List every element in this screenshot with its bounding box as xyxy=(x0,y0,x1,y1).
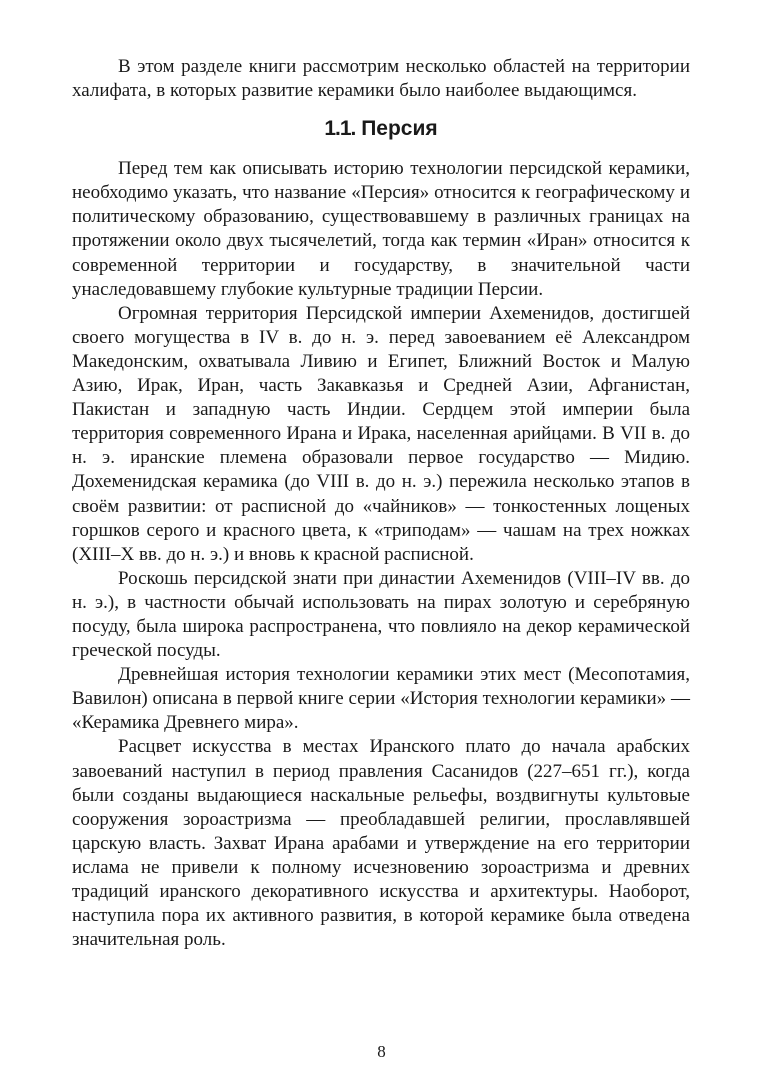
section-number: 1.1. xyxy=(324,117,356,141)
paragraph-achaemenid-empire: Огромная территория Персидской империи Ахеменидов, достигшей своего могущества в IV в. до н. э. перед завоеванием её Александром Македонским, охватывала Ливию и Египет, Ближний Восток и Малую Азию, Ирак, Иран, часть Закавказья и Средней Азии, Афганистан, Пакистан и западную часть Индии. Сердцем этой империи была территория современного Ирана и Ирака, населенная арийцами. В VII в. до н. э. иранские племена образовали первое государство — Мидию. Дохеменидская керамика (до VIII в. до н. э.) пережила несколько этапов в своём развитии: от расписной до «чайников» — тонкостенных лощеных горшков серого и красного цвета, к «триподам» — чашам на трех ножках (XIII–X вв. до н. э.) и вновь к красной расписной. xyxy=(72,302,690,565)
paragraph-persia-definition: Перед тем как описывать историю технологии персидской керамики, необходимо указать, что название «Персия» относится к географическому и политическому образованию, существовавшему в различных границах на протяжении около двух тысячелетий, тогда как термин «Иран» относится к современной территории и государству, в значительной части унаследовавшему глубокие культурные традиции Персии. xyxy=(72,158,690,300)
paragraph-sassanid-flourishing: Расцвет искусства в местах Иранского плато до начала арабских завоеваний наступил в период правления Сасанидов (227–651 гг.), когда были созданы выдающиеся наскальные рельефы, воздвигнуты культовые сооружения зороастризма — преобладавшей религии, прославлявшей царскую власть. Захват Ирана арабами и утверждение на его территории ислама не привели к полному исчезновению зороастризма и древних традиций иранского декоративного искусства и архитектуры. Наоборот, наступила пора их активного развития, в которой керамике была отведена значительная роль. xyxy=(72,736,690,951)
page-number: 8 xyxy=(377,1042,386,1061)
paragraph-ancient-history: Древнейшая история технологии керамики этих мест (Месопотамия, Вавилон) описана в первой книге серии «История технологии керамики» — «Керамика Древнего мира». xyxy=(72,664,690,734)
section-heading xyxy=(72,115,690,143)
section-title: Персия xyxy=(361,117,438,141)
page-body xyxy=(72,55,690,952)
intro-paragraph: В этом разделе книги рассмотрим несколько областей на территории халифата, в которых развитие керамики было наиболее выдающимся. xyxy=(72,56,690,102)
paragraph-luxury-nobility: Роскошь персидской знати при династии Ахеменидов (VIII–IV вв. до н. э.), в частности обычай использовать на пирах золотую и серебряную посуду, была широка распространена, что повлияло на декор керамической греческой посуды. xyxy=(72,567,690,662)
